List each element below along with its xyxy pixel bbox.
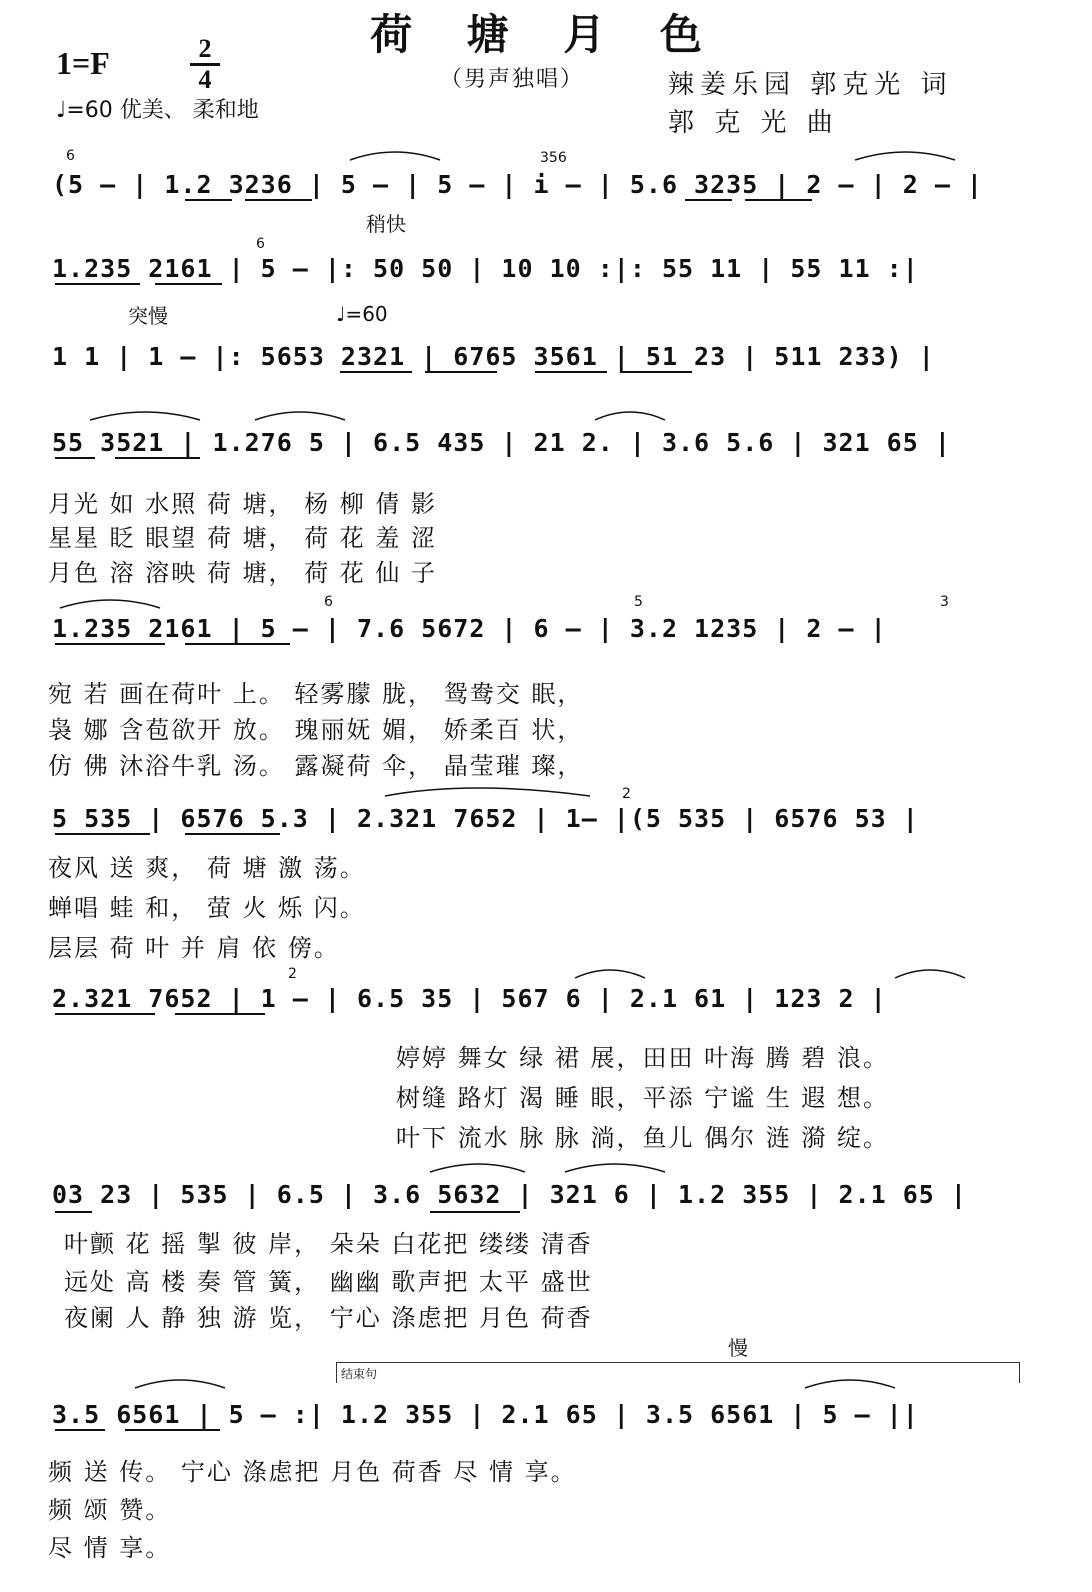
notation-line-5: 1.235 2161 | 5 – | 7.6 5672 | 6 – | 3.2 1235 | 2 – | (52, 614, 887, 643)
grace-note: 3 (940, 594, 949, 610)
lyric-line: 月光 如 水照 荷 塘， 杨 柳 倩 影 (48, 490, 438, 518)
notation-line-4: 55 3521 | 1.276 5 | 6.5 435 | 21 2. | 3.6 5.6 | 321 65 | (52, 428, 951, 457)
slow-mark: 慢 (728, 1336, 748, 1360)
song-title: 荷 塘 月 色 (370, 10, 722, 59)
lyric-line: 星星 眨 眼望 荷 塘， 荷 花 羞 涩 (48, 524, 438, 552)
ending-label: 结束句 (341, 1367, 378, 1381)
lyric-line: 树缝 路灯 渴 睡 眼，平添 宁谧 生 遐 想。 (396, 1084, 890, 1112)
notation-line-3: 1 1 | 1 – |: 5653 2321 | 6765 3561 | 51 23 | 511 233) | (52, 342, 935, 371)
grace-note: 5 (634, 594, 643, 610)
slur (350, 152, 440, 160)
lyric-line: 宛 若 画在荷叶 上。 轻雾朦 胧， 鸳鸯交 眠， (48, 680, 584, 708)
slur (805, 1380, 895, 1388)
slur (575, 970, 645, 978)
slur (135, 1380, 225, 1388)
meter-top: 2 (198, 34, 212, 63)
notation-line-2: 1.235 2161 | 5 – |: 50 50 | 10 10 :|: 55 11 | 55 11 :| (52, 254, 919, 283)
lyric-line: 夜阑 人 静 独 游 览， 宁心 涤虑把 月色 荷香 (64, 1304, 593, 1332)
lyric-line: 叶下 流水 脉 脉 淌，鱼儿 偶尔 涟 漪 绽。 (396, 1124, 890, 1152)
key-signature: 1=F (56, 45, 110, 81)
lyric-line: 婷婷 舞女 绿 裙 展，田田 叶海 腾 碧 浪。 (396, 1044, 890, 1072)
grace-note: 6 (324, 594, 333, 610)
slur (385, 788, 590, 796)
tempo-return-mark: ♩=60 (336, 302, 388, 326)
slur (430, 1164, 525, 1172)
slur (90, 412, 200, 420)
lyric-line: 频 送 传。 宁心 涤虑把 月色 荷香 尽 情 享。 (48, 1458, 577, 1486)
slur (565, 1164, 665, 1172)
notation-line-9: 3.5 6561 | 5 – :| 1.2 355 | 2.1 65 | 3.5 6561 | 5 – || (52, 1400, 919, 1429)
lyric-line: 尽 情 享。 (48, 1534, 172, 1562)
lyric-line: 仿 佛 沐浴牛乳 汤。 露凝荷 伞， 晶莹璀 璨， (48, 752, 584, 780)
lyric-line: 频 颂 赞。 (48, 1496, 172, 1524)
lyric-line: 袅 娜 含苞欲开 放。 瑰丽妩 媚， 娇柔百 状， (48, 716, 584, 744)
meter-bottom: 4 (198, 65, 212, 94)
grace-note: 6 (66, 148, 75, 164)
grace-note: 2 (622, 786, 631, 802)
notation-line-7: 2.321 7652 | 1 – | 6.5 35 | 567 6 | 2.1 61 | 123 2 | (52, 984, 887, 1013)
lyric-line: 层层 荷 叶 并 肩 依 傍。 (48, 934, 340, 962)
performance-type: （男声独唱） (440, 67, 585, 92)
notation-line-6: 5 535 | 6576 5.3 | 2.321 7652 | 1– |(5 535 | 6576 53 | (52, 804, 919, 833)
notation-line-1: (5 – | 1.2 3236 | 5 – | 5 – | i – | 5.6 3235 | 2 – | 2 – | (52, 170, 983, 199)
lyric-line: 蝉唱 蛙 和， 萤 火 烁 闪。 (48, 894, 366, 922)
notation-line-8: 03 23 | 535 | 6.5 | 3.6 5632 | 321 6 | 1.2 355 | 2.1 65 | (52, 1180, 967, 1209)
grace-note: 356 (540, 150, 567, 166)
lyric-line: 月色 溶 溶映 荷 塘， 荷 花 仙 子 (48, 559, 438, 587)
tempo-marking: ♩=60 优美、 柔和地 (56, 98, 259, 123)
tempo-faster-mark: 稍快 (366, 212, 406, 236)
slur (60, 600, 160, 608)
slur (595, 412, 665, 420)
slur (855, 152, 955, 160)
lyricist-credit: 辣姜乐园 郭克光 词 (668, 70, 953, 100)
sudden-slow-mark: 突慢 (128, 304, 168, 328)
grace-note: 6 (256, 236, 265, 252)
lyric-line: 远处 高 楼 奏 管 簧， 幽幽 歌声把 太平 盛世 (64, 1268, 593, 1296)
slur (255, 412, 345, 420)
lyric-line: 叶颤 花 摇 掣 彼 岸， 朵朵 白花把 缕缕 清香 (64, 1230, 593, 1258)
composer-credit: 郭 克 光 曲 (668, 108, 839, 138)
lyric-line: 夜风 送 爽， 荷 塘 激 荡。 (48, 854, 366, 882)
grace-note: 2 (288, 966, 297, 982)
slur (895, 970, 965, 978)
